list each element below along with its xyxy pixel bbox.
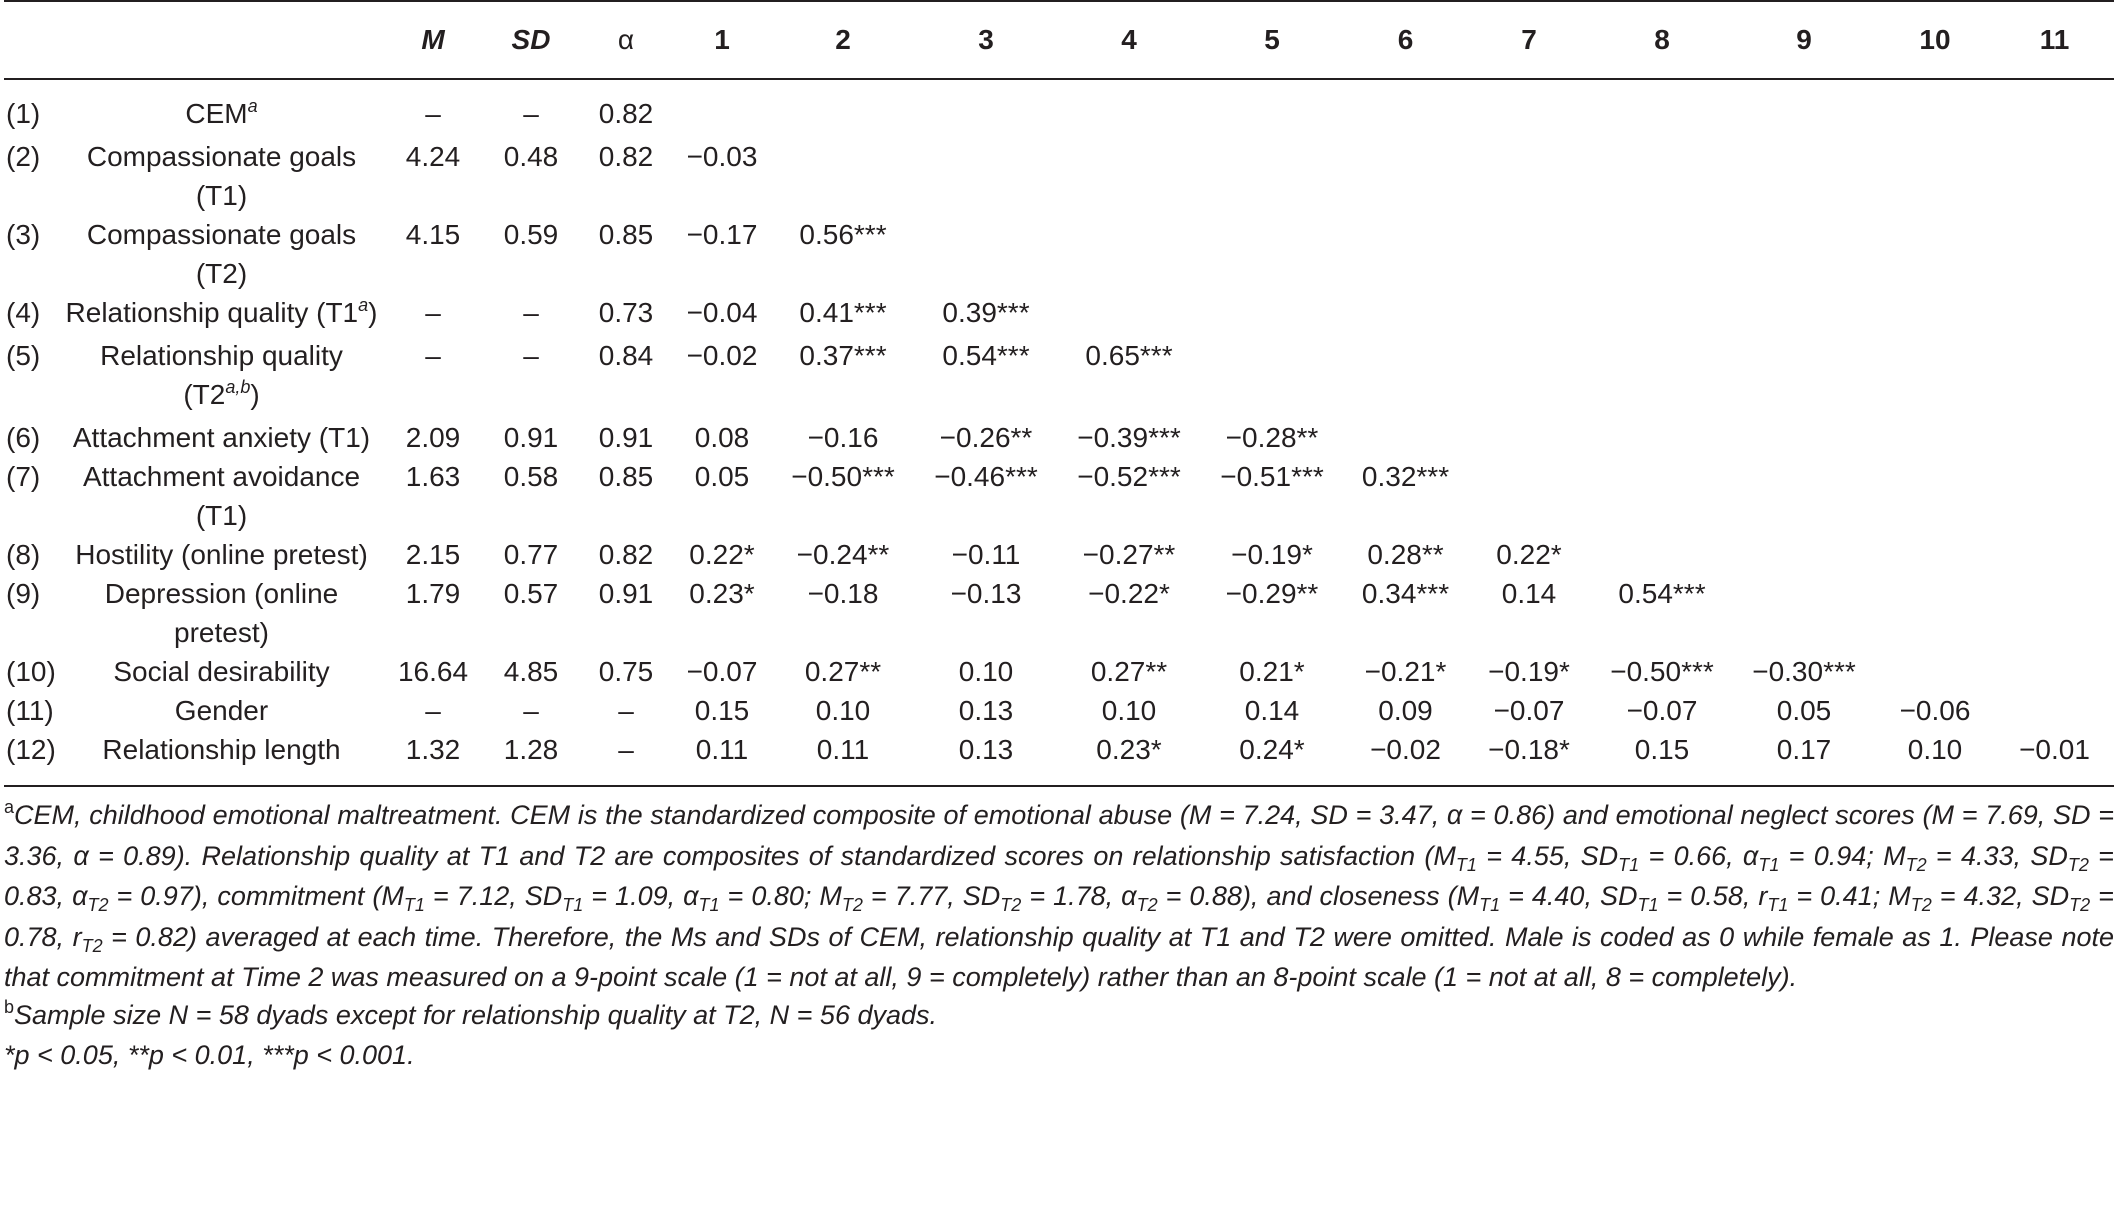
variable-label: Compassionate goals (T1) [86, 141, 357, 211]
table-cell [1995, 574, 2114, 652]
footnote-text-part: = 0.41; M [1788, 881, 1911, 911]
table-cell: 1.79 [405, 578, 461, 609]
table-cell [1467, 457, 1591, 535]
table-cell [1058, 79, 1200, 137]
footnote-text-part: = 4.32, SD [1931, 881, 2070, 911]
table-cell [1344, 79, 1467, 137]
variable-name [59, 137, 384, 215]
footnote-subscript: T2 [81, 935, 103, 956]
table-cell: 0.73 [598, 297, 654, 328]
variable-name [59, 691, 384, 730]
table-row [4, 457, 2114, 535]
table-cell: – [425, 297, 441, 328]
table-cell [1344, 137, 1467, 215]
table-header [4, 1, 2114, 79]
table-cell: −0.46*** [934, 461, 1038, 492]
table-cell: 0.54*** [942, 340, 1030, 371]
variable-label: Social desirability [113, 656, 330, 687]
table-cell [1875, 215, 1995, 293]
table-cell [1733, 457, 1875, 535]
table-cell: 0.84 [598, 340, 654, 371]
footnote-a [4, 797, 2114, 997]
table-cell [1591, 457, 1733, 535]
column-header: α [580, 1, 672, 79]
table-cell: – [523, 340, 539, 371]
table-cell: −0.11 [951, 539, 1021, 570]
variable-name [59, 418, 384, 457]
table-cell: 0.58 [503, 461, 559, 492]
row-number: (1) [6, 98, 41, 129]
footnote-subscript: T1 [1758, 854, 1780, 875]
table-cell [1995, 457, 2114, 535]
variable-name [59, 336, 384, 418]
table-cell [1058, 137, 1200, 215]
row-number: (3) [6, 219, 41, 250]
table-cell: 1.28 [482, 730, 580, 786]
table-cell [1200, 215, 1344, 293]
table-cell: 0.23* [1058, 730, 1200, 786]
table-cell [1733, 137, 1875, 215]
footnote-subscript: T1 [1618, 854, 1640, 875]
table-cell: −0.50*** [791, 461, 895, 492]
variable-label: Relationship quality (T2 [100, 340, 343, 410]
footnote-text-part: = 0.58, r [1658, 881, 1768, 911]
table-cell: −0.52*** [1077, 461, 1181, 492]
footnote-text-part: = 1.09, α [583, 881, 699, 911]
table-cell [1344, 336, 1467, 418]
table-cell: 0.54*** [1618, 578, 1706, 609]
variable-name [59, 730, 384, 786]
table-cell [914, 215, 1058, 293]
footnote-text-part: CEM, childhood emotional maltreatment. CEM is the standardized composite of emotional abuse (M = 7.24, SD = 3.47, α = 0.86) and emotional neglect scores (M = 7.69, SD = 3.36, α = 0.89). Relationship quality at T1 and T2 are composites of standardized scores on relationship satisfaction (M [4, 800, 2114, 871]
footnote-subscript: T1 [1479, 895, 1501, 915]
table-cell: 0.37*** [799, 340, 887, 371]
table-cell [1591, 137, 1733, 215]
variable-name [59, 652, 384, 691]
table-cell [1875, 293, 1995, 336]
table-cell: 0.14 [1244, 695, 1300, 726]
table-cell: 0.82 [598, 98, 654, 129]
table-cell [1467, 336, 1591, 418]
table-cell: −0.01 [1995, 730, 2114, 786]
table-cell: −0.50*** [1610, 656, 1714, 687]
footnote-subscript: T1 [1767, 895, 1789, 915]
column-header: 5 [1200, 1, 1344, 79]
table-cell: 0.27** [804, 656, 882, 687]
correlation-table [4, 0, 2114, 787]
table-cell [1591, 418, 1733, 457]
header-row [4, 1, 2114, 79]
variable-superscript: a [358, 295, 369, 315]
footnote-text-part: = 7.12, SD [424, 881, 563, 911]
footnote-subscript: T2 [841, 895, 863, 915]
column-header: 6 [1344, 1, 1467, 79]
table-cell [1875, 535, 1995, 574]
footnote-text-part: = 0.83, α [4, 840, 2114, 911]
table-cell: 1.63 [405, 461, 461, 492]
footnote-text-part: = 0.78, r [4, 881, 2114, 952]
table-cell: 0.09 [1378, 695, 1433, 726]
table-cell: 0.59 [503, 219, 559, 250]
table-cell [1733, 336, 1875, 418]
table-cell [1200, 293, 1344, 336]
table-cell: 0.10 [1101, 695, 1157, 726]
table-cell: – [523, 695, 539, 726]
variable-label: Attachment anxiety (T1) [72, 422, 371, 453]
footnote-subscript: T2 [2067, 854, 2089, 875]
footnote-subscript: T1 [698, 895, 720, 915]
row-number: (10) [6, 656, 56, 687]
column-header: 7 [1467, 1, 1591, 79]
table-row [4, 336, 2114, 418]
table-cell [1591, 336, 1733, 418]
table-cell: 0.14 [1501, 578, 1557, 609]
table-cell [1733, 215, 1875, 293]
table-cell: 0.65*** [1085, 340, 1173, 371]
table-cell [914, 79, 1058, 137]
table-cell: 0.82 [598, 141, 654, 172]
table-cell [1058, 293, 1200, 336]
variable-label-tail: ) [368, 297, 378, 328]
table-cell: 0.82 [598, 539, 654, 570]
table-cell: 0.48 [503, 141, 559, 172]
table-cell: – [523, 98, 539, 129]
variable-superscript: a [247, 96, 258, 116]
table-cell: −0.16 [807, 422, 879, 453]
table-figure [4, 0, 2114, 1075]
footnote-subscript: T2 [1910, 895, 1932, 915]
table-cell: −0.51*** [1220, 461, 1324, 492]
footnote-text-part: = 0.82) averaged at each time. Therefore, the Ms and SDs of CEM, relationship quality at T1 and T2 were omitted. Male is coded as 0 while female as 1. Please note that commitment at Time 2 was measured on a 9-point scale (1 = not at all, 9 = completely) rather than an 8-point scale (1 = not at all, 8 = completely). [4, 921, 2115, 992]
footnote-subscript: T2 [1000, 895, 1022, 915]
table-cell: – [618, 695, 634, 726]
variable-name [59, 457, 384, 535]
table-row [4, 730, 2114, 786]
table-row [4, 691, 2114, 730]
table-cell [1995, 336, 2114, 418]
table-cell: 0.13 [958, 695, 1014, 726]
table-cell [1591, 293, 1733, 336]
column-header: M [384, 1, 482, 79]
column-header: 11 [1995, 1, 2114, 79]
table-cell [1995, 691, 2114, 730]
row-number: (9) [6, 578, 41, 609]
table-cell: −0.06 [1899, 695, 1971, 726]
table-cell [1591, 215, 1733, 293]
table-cell: 0.75 [598, 656, 654, 687]
table-cell [1875, 79, 1995, 137]
table-cell: 4.85 [503, 656, 559, 687]
table-cell [1995, 137, 2114, 215]
table-cell: 0.91 [598, 422, 654, 453]
table-cell [1995, 293, 2114, 336]
table-cell [1200, 137, 1344, 215]
footnote-b-text: Sample size N = 58 dyads except for relationship quality at T2, N = 56 dyads. [14, 999, 938, 1030]
table-cell [1733, 293, 1875, 336]
table-cell: 0.10 [1875, 730, 1995, 786]
table-cell: 0.08 [694, 422, 750, 453]
column-header: 1 [672, 1, 772, 79]
table-cell: −0.18 [807, 578, 879, 609]
table-cell [1467, 215, 1591, 293]
variable-name [59, 215, 384, 293]
table-cell [1875, 652, 1995, 691]
table-cell: 0.91 [503, 422, 559, 453]
table-cell: 1.32 [384, 730, 482, 786]
table-cell [914, 137, 1058, 215]
column-header: 2 [772, 1, 914, 79]
table-cell: −0.02 [686, 340, 758, 371]
footnote-subscript: T1 [1637, 895, 1659, 915]
table-cell: 0.10 [815, 695, 871, 726]
footnote-text-part: = 0.94; M [1779, 840, 1906, 871]
table-cell: – [425, 340, 441, 371]
header-blank [4, 1, 59, 79]
table-cell: −0.02 [1344, 730, 1467, 786]
table-cell: 4.15 [405, 219, 461, 250]
table-cell: 0.24* [1200, 730, 1344, 786]
table-row [4, 535, 2114, 574]
table-cell: 0.32*** [1361, 461, 1450, 492]
row-number: (12) [4, 730, 59, 786]
table-cell [1733, 535, 1875, 574]
variable-name [59, 535, 384, 574]
table-cell [1058, 215, 1200, 293]
footnote-text-part: = 4.33, SD [1926, 840, 2068, 871]
table-cell: 0.11 [672, 730, 772, 786]
table-cell: −0.22* [1088, 578, 1170, 609]
footnote-b-mark: b [4, 996, 15, 1017]
variable-label: Relationship quality (T1 [65, 297, 359, 328]
table-cell: 0.23* [689, 578, 755, 609]
table-cell: 0.34*** [1361, 578, 1450, 609]
row-number: (6) [6, 422, 41, 453]
row-number: (11) [6, 695, 54, 726]
table-cell [1200, 79, 1344, 137]
table-cell: −0.27** [1082, 539, 1176, 570]
footnote-text-part: = 7.77, SD [862, 881, 1001, 911]
row-number: (7) [6, 461, 41, 492]
footnote-b [4, 997, 2114, 1038]
table-cell: 16.64 [397, 656, 469, 687]
table-cell [772, 79, 914, 137]
footnote-text-part: = 0.80; M [719, 881, 842, 911]
variable-label: CEM [185, 98, 248, 129]
variable-label: Hostility (online pretest) [75, 539, 368, 570]
table-cell: – [425, 695, 441, 726]
table-row [4, 293, 2114, 336]
column-header: 8 [1591, 1, 1733, 79]
table-footnotes [4, 787, 2114, 1075]
table-cell: −0.28** [1225, 422, 1319, 453]
table-cell [1995, 535, 2114, 574]
table-cell [1995, 652, 2114, 691]
row-number: (2) [6, 141, 41, 172]
column-header: 4 [1058, 1, 1200, 79]
footnote-text-part: = 1.78, α [1021, 881, 1137, 911]
table-cell: 0.05 [694, 461, 750, 492]
header-blank [59, 1, 384, 79]
row-number: (5) [6, 340, 41, 371]
variable-name [59, 293, 384, 336]
table-cell: −0.17 [686, 219, 758, 250]
table-cell [772, 137, 914, 215]
footnote-text-part: = 0.66, α [1639, 840, 1759, 871]
table-cell: 0.56*** [799, 219, 887, 250]
footnote-text-part: = 0.88), and closeness (M [1157, 881, 1480, 911]
table-cell: – [580, 730, 672, 786]
footnote-a-text [4, 800, 2114, 992]
table-cell: 0.22* [1496, 539, 1562, 570]
table-cell [1875, 137, 1995, 215]
table-cell [1200, 336, 1344, 418]
variable-superscript: a,b [225, 377, 251, 397]
table-cell [1467, 79, 1591, 137]
footnote-a-mark: a [4, 797, 15, 817]
table-cell [1344, 293, 1467, 336]
table-body [4, 79, 2114, 786]
table-cell [1467, 293, 1591, 336]
table-cell: −0.19* [1231, 539, 1313, 570]
table-cell [1995, 418, 2114, 457]
table-row [4, 574, 2114, 652]
footnote-subscript: T2 [87, 895, 109, 915]
variable-label-tail: ) [250, 379, 260, 410]
table-cell [1591, 535, 1733, 574]
table-cell: −0.18* [1467, 730, 1591, 786]
column-header: 3 [914, 1, 1058, 79]
table-cell [1467, 137, 1591, 215]
table-cell: −0.07 [1493, 695, 1565, 726]
footnote-subscript: T2 [2069, 895, 2091, 915]
table-cell: −0.13 [950, 578, 1022, 609]
table-cell [1875, 574, 1995, 652]
table-cell: – [425, 98, 441, 129]
table-cell: 2.15 [405, 539, 461, 570]
table-cell [1591, 79, 1733, 137]
table-cell [1344, 418, 1467, 457]
table-cell [1733, 79, 1875, 137]
table-cell [1467, 418, 1591, 457]
footnote-text-part: = 0.97), commitment (M [108, 881, 404, 911]
table-cell: −0.39*** [1077, 422, 1181, 453]
table-cell: 0.11 [772, 730, 914, 786]
table-cell [1875, 457, 1995, 535]
table-row [4, 418, 2114, 457]
table-cell [1995, 215, 2114, 293]
table-cell: – [523, 297, 539, 328]
table-cell: 0.41*** [799, 297, 887, 328]
variable-label: Attachment avoidance (T1) [82, 461, 361, 531]
table-row [4, 652, 2114, 691]
table-cell: −0.30*** [1752, 656, 1856, 687]
table-cell: −0.24** [796, 539, 890, 570]
footnote-subscript: T1 [562, 895, 584, 915]
table-cell [672, 79, 772, 137]
table-cell [1344, 215, 1467, 293]
table-cell: −0.29** [1225, 578, 1319, 609]
table-cell: −0.21* [1364, 656, 1447, 687]
variable-label: Depression (online pretest) [104, 578, 339, 648]
table-cell: −0.04 [686, 297, 758, 328]
table-cell: 0.21* [1239, 656, 1305, 687]
table-cell: 0.91 [598, 578, 654, 609]
footnote-subscript: T2 [1905, 854, 1927, 875]
table-cell: 0.15 [1591, 730, 1733, 786]
table-cell: 2.09 [405, 422, 461, 453]
table-row [4, 137, 2114, 215]
table-cell: 0.22* [689, 539, 755, 570]
column-header: 10 [1875, 1, 1995, 79]
variable-name [59, 79, 384, 137]
table-cell: 0.17 [1733, 730, 1875, 786]
footnote-subscript: T2 [1136, 895, 1158, 915]
footnote-significance: *p < 0.05, **p < 0.01, ***p < 0.001. [4, 1040, 415, 1070]
table-cell: −0.07 [1626, 695, 1698, 726]
table-cell [1875, 418, 1995, 457]
column-header: SD [482, 1, 580, 79]
table-cell: 0.39*** [942, 297, 1030, 328]
table-cell [1875, 336, 1995, 418]
table-cell: 0.15 [694, 695, 750, 726]
table-cell: −0.07 [686, 656, 758, 687]
table-row [4, 215, 2114, 293]
row-number: (4) [6, 297, 41, 328]
variable-label: Gender [174, 695, 269, 726]
footnote-subscript: T1 [1455, 854, 1477, 875]
table-cell: 0.28** [1367, 539, 1444, 570]
table-cell [1733, 418, 1875, 457]
table-cell: 0.05 [1776, 695, 1832, 726]
variable-label: Relationship length [102, 734, 341, 765]
footnote-subscript: T1 [403, 895, 425, 915]
table-cell: 4.24 [405, 141, 461, 172]
footnote-text-part: = 4.55, SD [1476, 840, 1619, 871]
table-cell: 0.13 [914, 730, 1058, 786]
table-cell: −0.03 [686, 141, 758, 172]
table-cell: 0.85 [598, 219, 654, 250]
table-cell: 0.77 [503, 539, 559, 570]
table-cell [1733, 574, 1875, 652]
table-cell: 0.10 [958, 656, 1014, 687]
table-cell: −0.26** [939, 422, 1033, 453]
table-row [4, 79, 2114, 137]
variable-name [59, 574, 384, 652]
table-cell: 0.57 [503, 578, 559, 609]
row-number: (8) [6, 539, 41, 570]
table-cell: 0.85 [598, 461, 654, 492]
footnote-text-part: = 4.40, SD [1500, 881, 1638, 911]
variable-label: Compassionate goals (T2) [86, 219, 357, 289]
table-cell: −0.19* [1488, 656, 1570, 687]
table-cell: 0.27** [1090, 656, 1168, 687]
table-cell [1995, 79, 2114, 137]
column-header: 9 [1733, 1, 1875, 79]
